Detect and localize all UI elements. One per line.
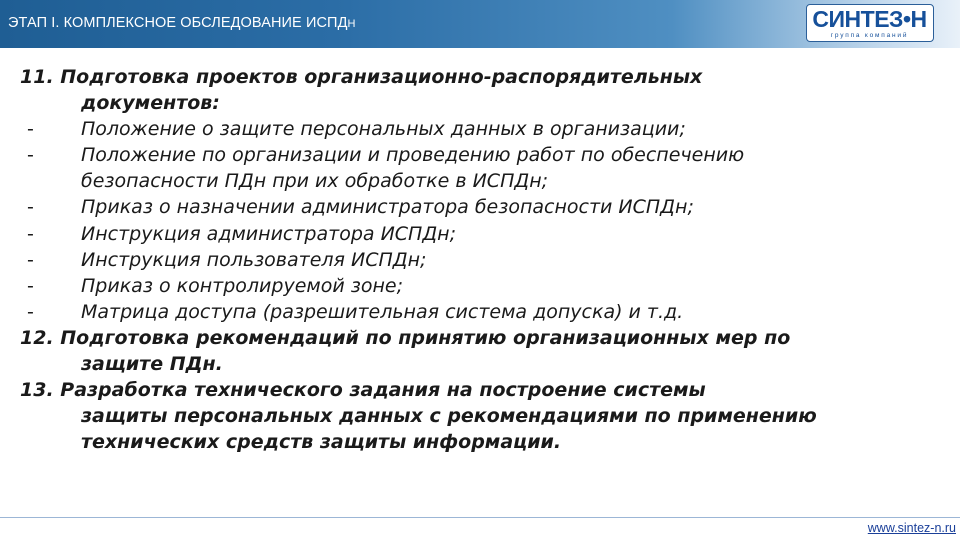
bullet-item	[20, 247, 935, 273]
item-11-heading-cont: документов:	[81, 92, 220, 115]
bullet-dash: -	[27, 300, 34, 323]
footer-divider	[0, 517, 960, 518]
item-13-heading-cont: технических средств защиты информации.	[81, 431, 562, 454]
slide-content	[20, 64, 935, 455]
item-12-heading: 12. Подготовка рекомендаций по принятию организационных мер по	[20, 326, 791, 349]
bullet-text: Инструкция администратора ИСПДн;	[81, 222, 456, 245]
company-logo	[806, 4, 934, 42]
item-12-heading-cont: защите ПДн.	[81, 353, 223, 376]
bullet-text: Положение по организации и проведению работ по обеспечению	[81, 144, 745, 167]
item-11-heading: 11. Подготовка проектов организационно-распорядительных	[20, 66, 703, 88]
bullet-text: Матрица доступа (разрешительная система допуска) и т.д.	[81, 300, 684, 323]
bullet-text: Приказ о контролируемой зоне;	[81, 274, 403, 297]
bullet-text: Положение о защите персональных данных в организации;	[81, 118, 686, 141]
item-13-heading: 13. Разработка технического задания на построение системы	[20, 379, 706, 402]
bullet-dash: -	[27, 144, 34, 167]
bullet-item	[20, 194, 935, 220]
item-13-heading-cont: защиты персональных данных с рекомендациями по применению	[81, 405, 817, 428]
bullet-item	[20, 142, 935, 168]
bullet-item	[20, 221, 935, 247]
header-title-suffix: Н	[347, 18, 356, 30]
bullet-dash: -	[27, 118, 34, 141]
website-link[interactable]: www.sintez-n.ru	[867, 521, 956, 535]
bullet-dash: -	[27, 196, 34, 219]
bullet-text-cont: безопасности ПДн при их обработке в ИСПДн;	[81, 170, 549, 193]
header-title	[8, 15, 356, 31]
bullet-item	[20, 116, 935, 142]
logo-subtext: группа компаний	[830, 32, 909, 39]
bullet-item	[20, 299, 935, 325]
header-bar	[0, 0, 960, 48]
bullet-dash: -	[27, 222, 34, 245]
bullet-dash: -	[27, 248, 34, 271]
bullet-text: Инструкция пользователя ИСПДн;	[81, 248, 427, 271]
header-title-main: ЭТАП I. КОМПЛЕКСНОЕ ОБСЛЕДОВАНИЕ ИСПД	[8, 15, 348, 31]
bullet-dash: -	[27, 274, 34, 297]
bullet-item	[20, 273, 935, 299]
logo-text: СИНТЕЗ•Н	[812, 6, 927, 32]
bullet-text: Приказ о назначении администратора безопасности ИСПДн;	[81, 196, 694, 219]
